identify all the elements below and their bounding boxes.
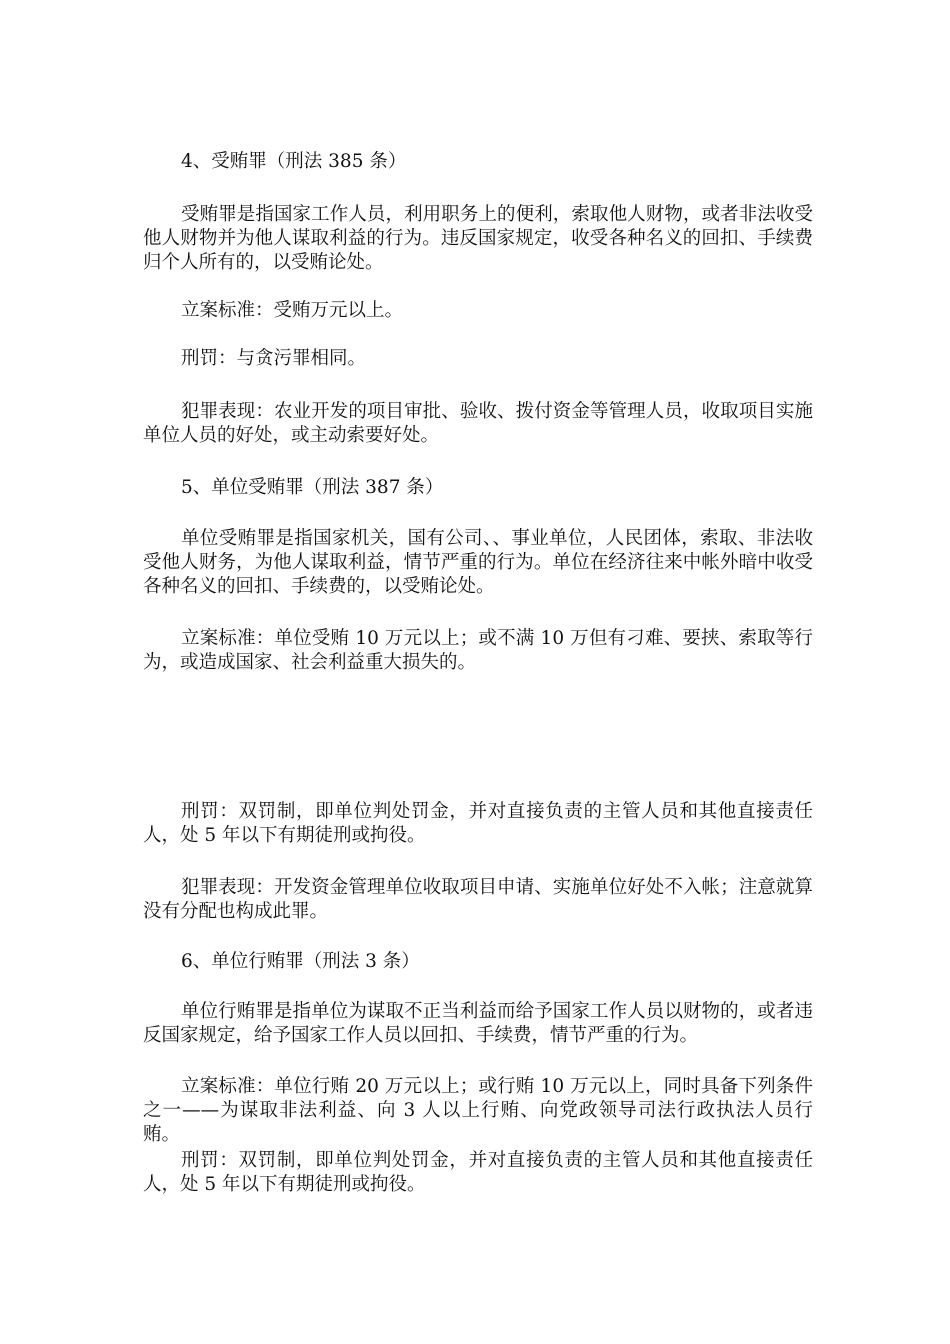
paragraph-standard: 立案标准：单位受贿 10 万元以上；或不满 10 万但有刁难、要挟、索取等行为，或造成国家、社会利益重大损失的。 — [143, 628, 813, 673]
section-heading: 6、单位行贿罪（刑法 3 条） — [181, 951, 420, 972]
section-heading: 5、单位受贿罪（刑法 387 条） — [181, 477, 444, 498]
paragraph-penalty: 刑罚：双罚制，即单位判处罚金，并对直接负责的主管人员和其他直接责任人，处 5 年以下有期徒刑或拘役。 — [143, 1150, 813, 1195]
paragraph-manifestation: 犯罪表现：农业开发的项目审批、验收、拨付资金等管理人员，收取项目实施单位人员的好处，或主动索要好处。 — [143, 401, 813, 446]
paragraph-penalty: 刑罚：与贪污罪相同。 — [181, 348, 367, 369]
paragraph-definition: 受贿罪是指国家工作人员，利用职务上的便利，索取他人财物，或者非法收受他人财物并为他人谋取利益的行为。违反国家规定，收受各种名义的回扣、手续费归个人所有的，以受贿论处。 — [143, 204, 813, 273]
paragraph-definition: 单位受贿罪是指国家机关，国有公司、、事业单位，人民团体，索取、非法收受他人财务，为他人谋取利益，情节严重的行为。单位在经济往来中帐外暗中收受各种名义的回扣、手续费的，以受贿论处。 — [143, 528, 813, 597]
section-heading: 4、受贿罪（刑法 385 条） — [181, 151, 407, 172]
paragraph-penalty: 刑罚：双罚制，即单位判处罚金，并对直接负责的主管人员和其他直接责任人，处 5 年以下有期徒刑或拘役。 — [143, 801, 813, 846]
paragraph-manifestation: 犯罪表现：开发资金管理单位收取项目申请、实施单位好处不入帐；注意就算没有分配也构成此罪。 — [143, 877, 813, 922]
paragraph-standard: 立案标准：受贿万元以上。 — [181, 300, 404, 321]
paragraph-standard: 立案标准：单位行贿 20 万元以上；或行贿 10 万元以上，同时具备下列条件之一——为谋取非法利益、向 3 人以上行贿、向党政领导司法行政执法人员行贿。 — [143, 1076, 813, 1145]
paragraph-definition: 单位行贿罪是指单位为谋取不正当利益而给予国家工作人员以财物的，或者违反国家规定，给予国家工作人员以回扣、手续费，情节严重的行为。 — [143, 1001, 813, 1046]
